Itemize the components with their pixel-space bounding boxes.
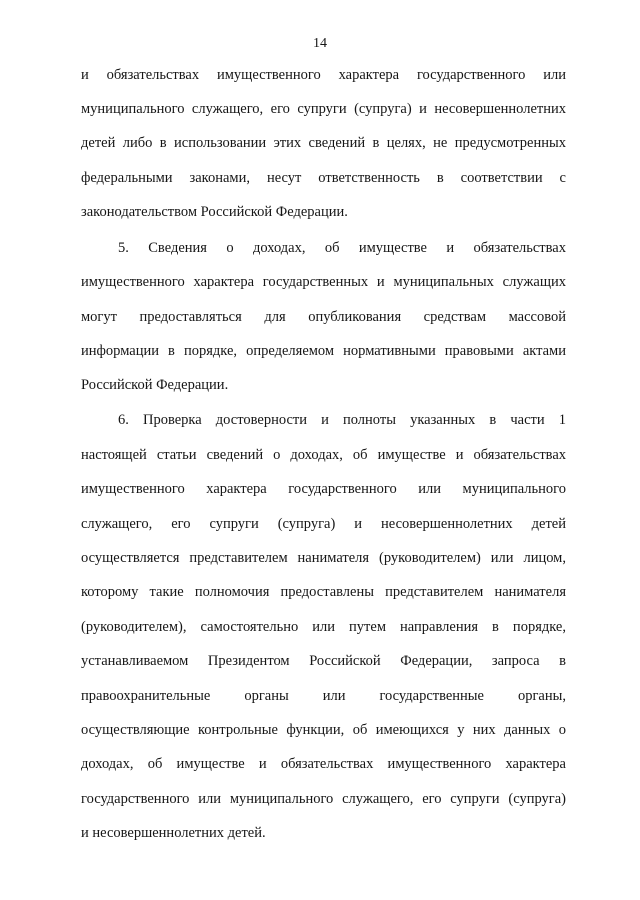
paragraph-line: муниципального служащего, его супруги (супруга) и несовершеннолетних: [81, 101, 566, 117]
paragraph-line: федеральными законами, несут ответственность в соответствии с: [81, 170, 566, 186]
page-number: 14: [313, 36, 327, 51]
paragraph-line: доходах, об имуществе и обязательствах имущественного характера: [81, 756, 566, 772]
paragraph-line: 6. Проверка достоверности и полноты указанных в части 1: [118, 412, 566, 428]
paragraph-line: правоохранительные органы или государственные органы,: [81, 688, 566, 704]
paragraph-line: (руководителем), самостоятельно или путем направления в порядке,: [81, 619, 566, 635]
paragraph-line: служащего, его супруги (супруга) и несовершеннолетних детей: [81, 516, 566, 532]
paragraph-line: и обязательствах имущественного характера государственного или: [81, 67, 566, 83]
paragraph-line: настоящей статьи сведений о доходах, об имуществе и обязательствах: [81, 447, 566, 463]
paragraph-line: 5. Сведения о доходах, об имуществе и обязательствах: [118, 240, 566, 256]
paragraph-line: имущественного характера государственных и муниципальных служащих: [81, 274, 566, 290]
paragraph-line: Российской Федерации.: [81, 377, 229, 393]
paragraph-line: могут предоставляться для опубликования средствам массовой: [81, 309, 566, 325]
paragraph-line: осуществляющие контрольные функции, об имеющихся у них данных о: [81, 722, 566, 738]
paragraph-line: информации в порядке, определяемом нормативными правовыми актами: [81, 343, 566, 359]
paragraph-line: которому такие полномочия предоставлены представителем нанимателя: [81, 584, 566, 600]
paragraph-line: и несовершеннолетних детей.: [81, 825, 266, 841]
paragraph-line: государственного или муниципального служащего, его супруги (супруга): [81, 791, 566, 807]
paragraph-line: устанавливаемом Президентом Российской Федерации, запроса в: [81, 653, 566, 669]
paragraph-line: осуществляется представителем нанимателя (руководителем) или лицом,: [81, 550, 566, 566]
paragraph-line: имущественного характера государственного или муниципального: [81, 481, 566, 497]
paragraph-line: законодательством Российской Федерации.: [81, 204, 348, 220]
paragraph-line: детей либо в использовании этих сведений в целях, не предусмотренных: [81, 135, 566, 151]
